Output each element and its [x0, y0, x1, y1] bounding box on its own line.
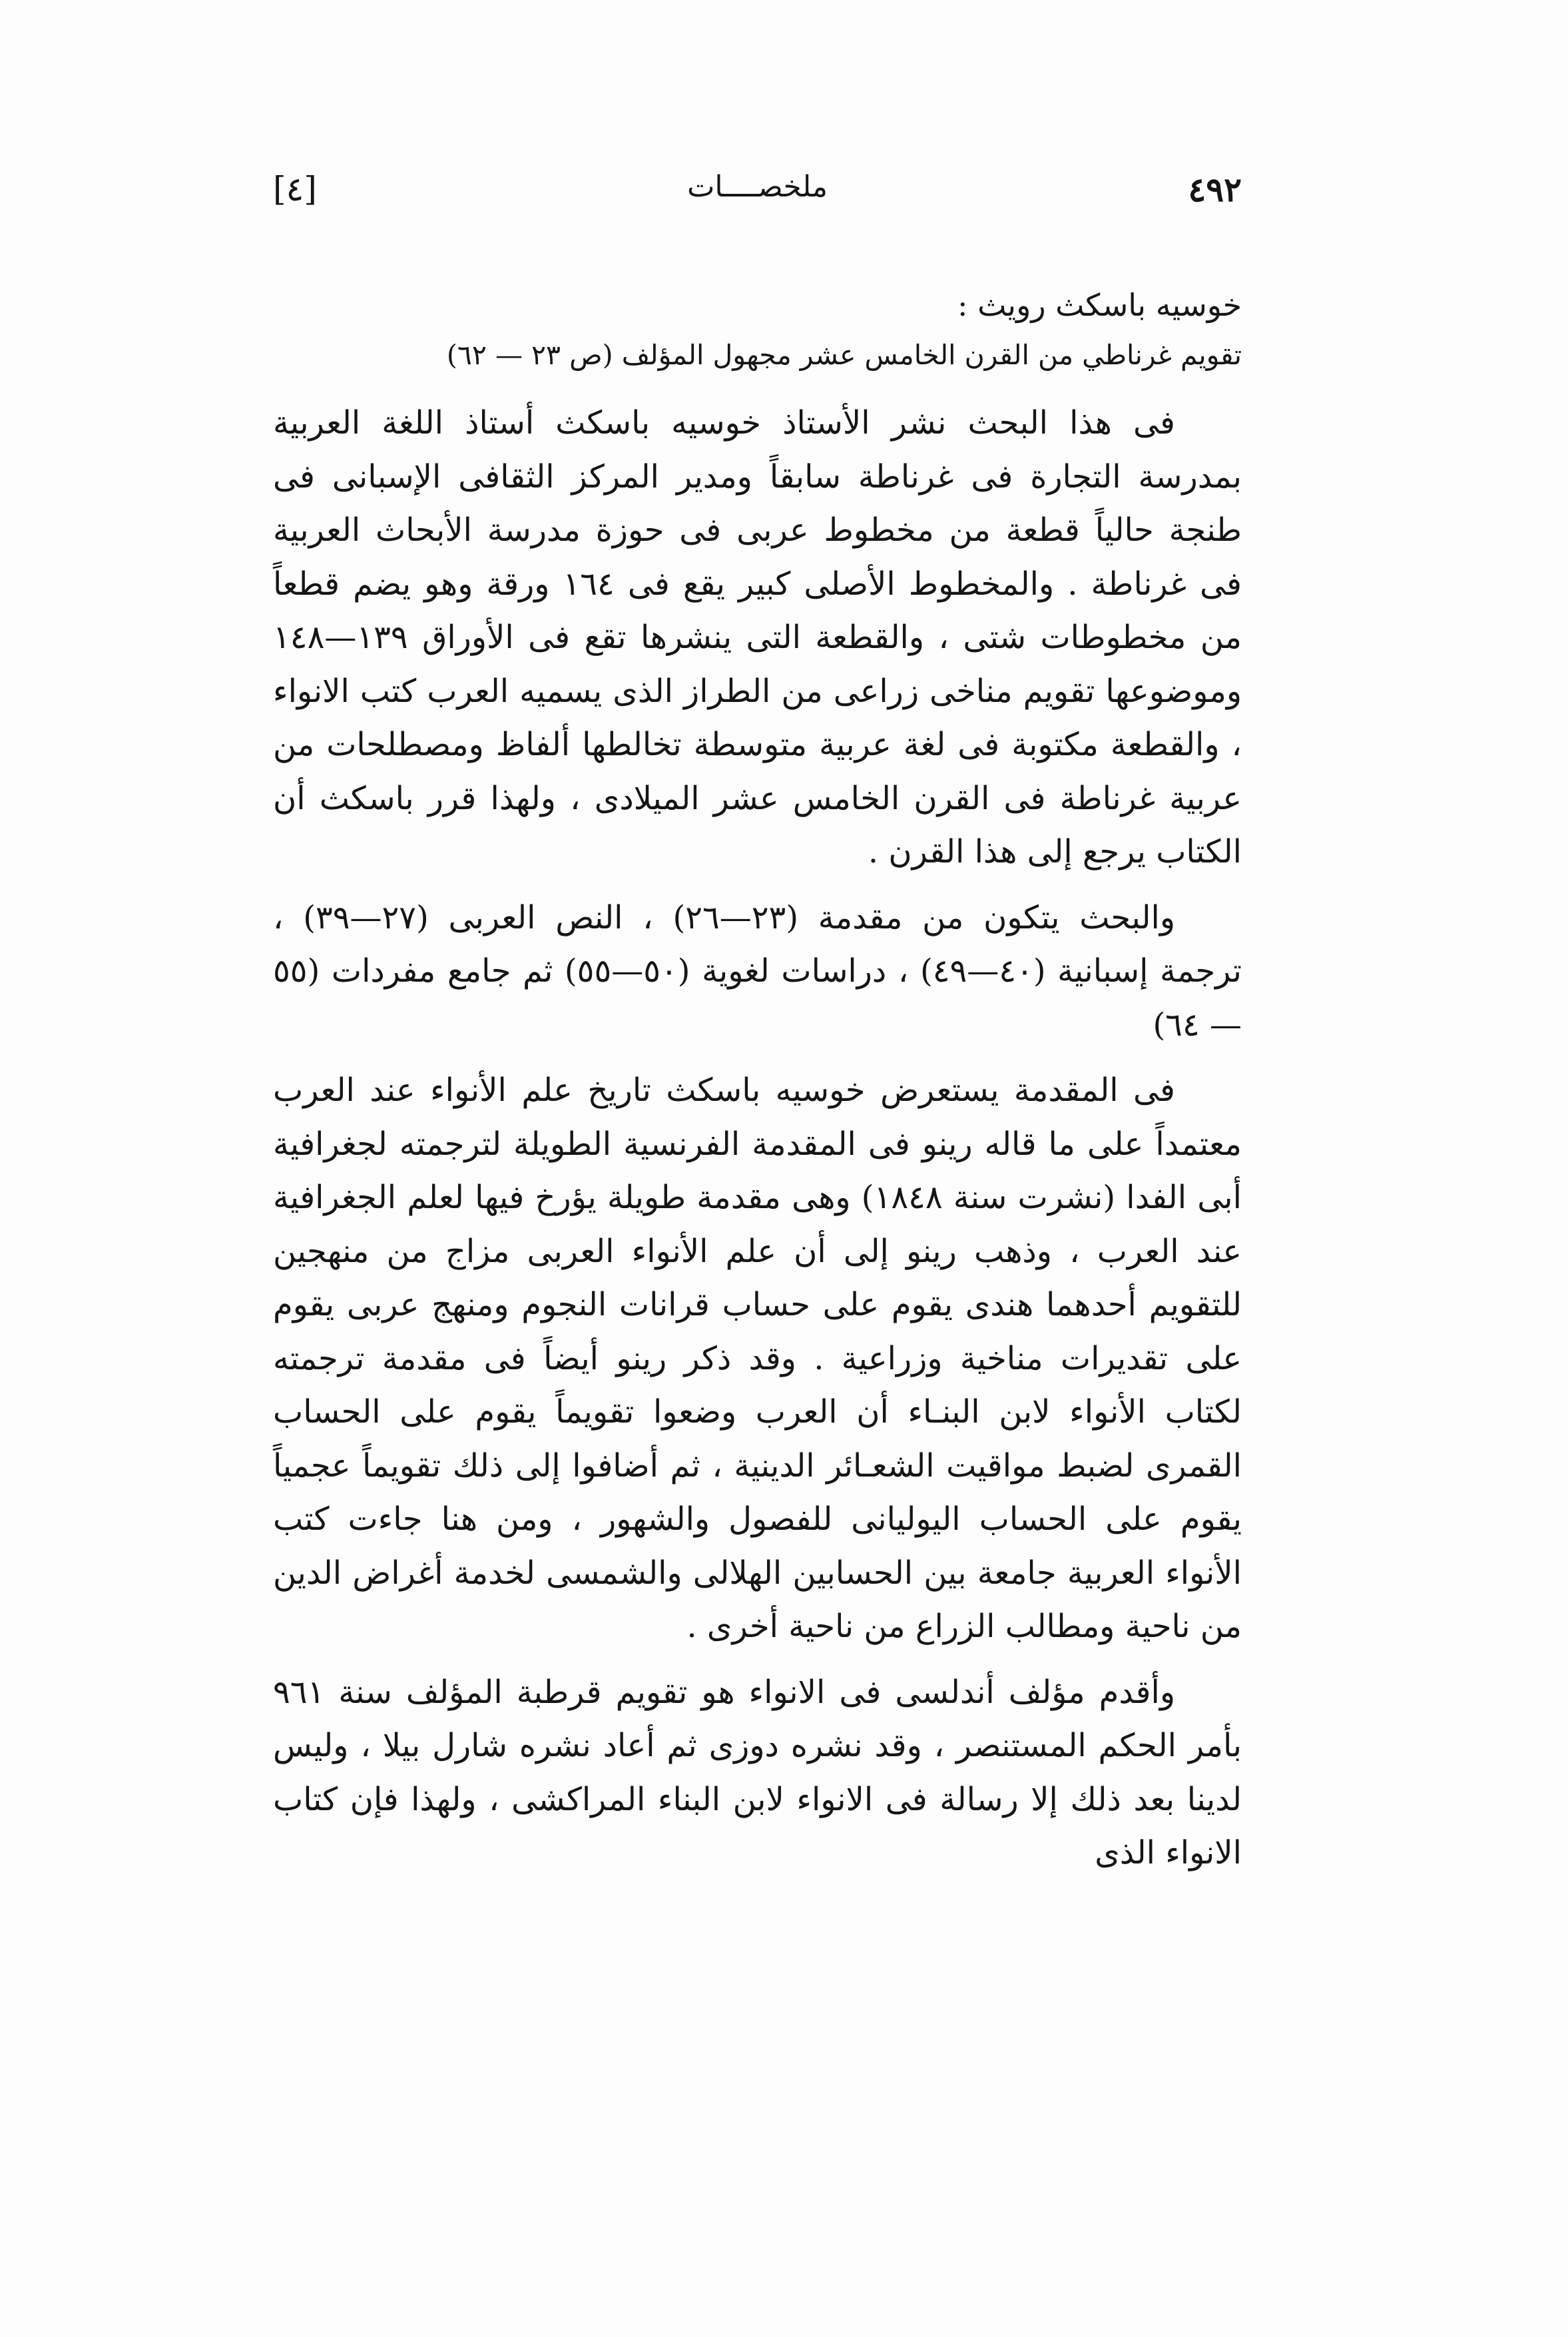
paragraph-1-text: فى هذا البحث نشر الأستاذ خوسيه باسكث أستاذ اللغة العربية بمدرسة التجارة فى غرناطة سابقاً ومدير المركز الثقافى الإسبانى فى طنجة حالياً قطعة من مخطوط عربى فى حوزة مدرسة الأبحاث العربية فى غرناطة . والمخطوط الأصلى كبير يقع فى ١٦٤ ورقة وهو يضم قطعاً من مخطوطات شتى ، والقطعة التى ينشرها تقع فى الأوراق ١٣٩—١٤٨ وموضوعها تقويم مناخى زراعى من الطراز الذى يسميه العرب كتب الانواء ، والقطعة مكتوبة فى لغة عربية متوسطة تخالطها ألفاظ ومصطلحات من عربية غرناطة فى القرن الخامس عشر الميلادى ، ولهذا قرر باسكث أن الكتاب يرجع إلى هذا القرن .	[273, 404, 1242, 870]
paragraph-2-text: والبحث يتكون من مقدمة (٢٣—٢٦) ، النص العربى (٢٧—٣٩) ، ترجمة إسبانية (٤٠—٤٩) ، دراسات لغوية (٥٠—٥٥) ثم جامع مفردات (٥٥— ٦٤)	[273, 898, 1242, 1044]
article-title: تقويم غرناطي من القرن الخامس عشر مجهول المؤلف (ص ٢٣ — ٦٢)	[446, 339, 1242, 371]
paragraph-4	[273, 1666, 1242, 1880]
article-heading	[446, 278, 1242, 378]
paragraph-4-text: وأقدم مؤلف أندلسى فى الانواء هو تقويم قرطبة المؤلف سنة ٩٦١ بأمر الحكم المستنصر ، وقد نشره دوزى ثم أعاد نشره شارل بيلا ، وليس لدينا بعد ذلك إلا رسالة فى الانواء لابن البناء المراكشى ، ولهذا فإن كتاب الانواء الذى	[273, 1673, 1242, 1871]
running-title: ملخصــــات	[686, 170, 828, 204]
running-head	[273, 170, 1242, 230]
page-number: ٤٩٢	[1188, 170, 1242, 209]
body-text	[273, 396, 1242, 1892]
section-number: [٤]	[273, 170, 317, 208]
paragraph-2	[273, 891, 1242, 1052]
article-author: خوسيه باسكث رويث :	[957, 287, 1242, 323]
paragraph-3-text: فى المقدمة يستعرض خوسيه باسكث تاريخ علم الأنواء عند العرب معتمداً على ما قاله رينو فى المقدمة الفرنسية الطويلة لترجمته لجغرافية أبى الفدا (نشرت سنة ١٨٤٨) وهى مقدمة طويلة يؤرخ فيها لعلم الجغرافية عند العرب ، وذهب رينو إلى أن علم الأنواء العربى مزاج من منهجين للتقويم أحدهما هندى يقوم على حساب قرانات النجوم ومنهج عربى يقوم على تقديرات مناخية وزراعية . وقد ذكر رينو أيضاً فى مقدمة ترجمته لكتاب الأنواء لابن البنـاء أن العرب وضعوا تقويماً يقوم على الحساب القمرى لضبط مواقيت الشعـائر الدينية ، ثم أضافوا إلى ذلك تقويماً عجمياً يقوم على الحساب اليوليانى للفصول والشهور ، ومن هنا جاءت كتب الأنواء العربية جامعة بين الحسابين الهلالى والشمسى لخدمة أغراض الدين من ناحية ومطالب الزراع من ناحية أخرى .	[273, 1072, 1242, 1645]
paragraph-1	[273, 396, 1242, 879]
paragraph-3	[273, 1064, 1242, 1654]
